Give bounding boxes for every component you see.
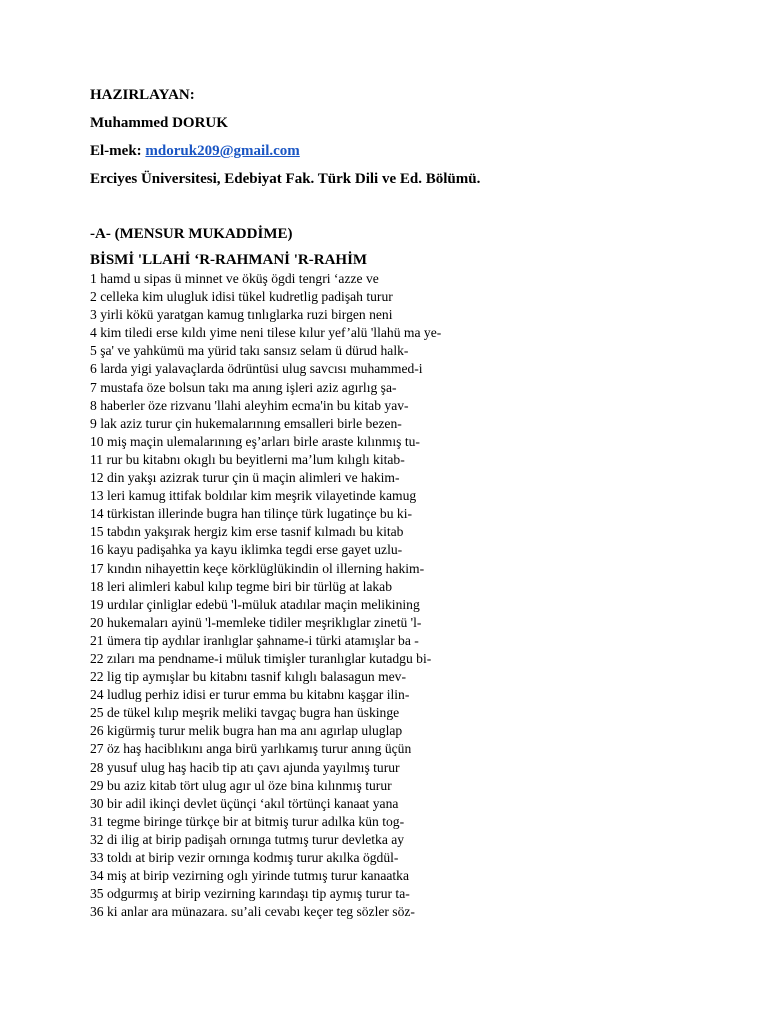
text-line: 32 di ilig at birip padişah ornınga tutmış turur devletka ay	[90, 831, 405, 847]
text-line: 31 tegme biringe türkçe bir at bitmiş turur adılka kün tog-	[90, 813, 405, 829]
text-line: 20 hukemaları ayinü 'l-memleke tidiler meşriklıglar zinetü 'l-	[90, 614, 422, 630]
text-line: 16 kayu padişahka ya kayu iklimka tegdi erse gayet uzlu-	[90, 542, 403, 558]
text-line: 19 urdılar çinliglar edebü 'l-müluk atadılar maçin melikining	[90, 596, 420, 612]
text-line: 11 rur bu kitabnı okıglı bu beyitlerni ma’lum kılıglı kitab-	[90, 451, 405, 467]
section-title: -A- (MENSUR MUKADDİME)	[90, 226, 293, 242]
text-line: 28 yusuf ulug haş hacib tip atı çavı ajunda yayılmış turur	[90, 759, 400, 775]
text-line: 4 kim tiledi erse kıldı yime neni tilese kılur yef’alü 'llahü ma ye-	[90, 325, 442, 341]
text-line: 13 leri kamug ittifak boldılar kim meşrik vilayetinde kamug	[90, 488, 417, 504]
text-lines	[90, 270, 441, 921]
text-line: 8 haberler öze rizvanu 'llahi aleyhim ecma'in bu kitab yav-	[90, 397, 409, 413]
text-line: 34 miş at birip vezirning oglı yirinde tutmış turur kanaatka	[90, 868, 410, 884]
text-line: 21 ümera tip aydılar iranlıglar şahname-i türki atamışlar ba -	[90, 632, 419, 648]
prepared-by-label: HAZIRLAYAN:	[90, 87, 195, 103]
text-line: 1 hamd u sipas ü minnet ve öküş ögdi tengri ‘azze ve	[90, 271, 379, 286]
email-line	[90, 141, 300, 161]
text-line: 22 zıları ma pendname-i müluk timişler turanlıglar kutadgu bi-	[90, 650, 432, 666]
text-line: 17 kındın nihayettin keçe körklüglükindin ol illerning hakim-	[90, 560, 425, 576]
text-line: 9 lak aziz turur çin hukemalarınıng emsalleri birle bezen-	[90, 415, 402, 431]
text-line: 27 öz haş haciblıkını anga birü yarlıkamış turur anıng üçün	[90, 741, 412, 757]
text-line: 33 toldı at birip vezir ornınga kodmış turur akılka ögdül-	[90, 850, 399, 865]
email-label: El-mek:	[90, 143, 142, 159]
text-line: 36 ki anlar ara münazara. su’ali cevabı keçer teg sözler söz-	[90, 904, 415, 920]
author-name: Muhammed DORUK	[90, 115, 228, 131]
text-line: 22 lig tip aymışlar bu kitabnı tasnif kılıglı balasagun mev-	[90, 669, 407, 685]
text-line: 14 türkistan illerinde bugra han tilinçe türk lugatinçe bu ki-	[90, 506, 413, 522]
affiliation: Erciyes Üniversitesi, Edebiyat Fak. Türk Dili ve Ed. Bölümü.	[90, 171, 481, 187]
text-line: 5 şa' ve yahkümü ma yürid takı sansız selam ü dürud halk-	[90, 343, 409, 359]
text-line: 18 leri alimleri kabul kılıp tegme biri bir türlüg at lakab	[90, 578, 393, 594]
text-line: 26 kigürmiş turur melik bugra han ma anı agırlap uluglap	[90, 723, 403, 739]
text-line: 25 de tükel kılıp meşrik meliki tavgaç bugra han üskinge	[90, 705, 400, 721]
text-line: 3 yirli kökü yaratgan kamug tınlıglarka ruzi birgen neni	[90, 307, 393, 323]
text-line: 24 ludlug perhiz idisi er turur emma bu kitabnı kaşgar ilin-	[90, 687, 410, 703]
text-line: 15 tabdın yakşırak hergiz kim erse tasnif kılmadı bu kitab	[90, 524, 404, 540]
text-line: 2 celleka kim ulugluk idisi tükel kudretlig padişah turur	[90, 289, 393, 305]
email-link[interactable]: mdoruk209@gmail.com	[145, 143, 300, 159]
section-subtitle: BİSMİ 'LLAHİ ‘R-RAHMANİ 'R-RAHİM	[90, 252, 368, 268]
text-line: 6 larda yigi yalavaçlarda ödrüntüsi ulug savcısı muhammed-i	[90, 361, 423, 377]
text-line: 12 din yakşı azizrak turur çin ü maçin alimleri ve hakim-	[90, 470, 400, 486]
text-line: 7 mustafa öze bolsun takı ma anıng işleri aziz agırlıg şa-	[90, 379, 397, 395]
text-line: 10 miş maçin ulemalarınıng eş’arları birle araste kılınmış tu-	[90, 433, 420, 449]
text-line: 35 odgurmış at birip vezirning karındaşı tip aymış turur ta-	[90, 886, 410, 902]
text-line: 29 bu aziz kitab tört ulug agır ul öze bina kılınmış turur	[90, 777, 392, 793]
text-line: 30 bir adil ikinçi devlet üçünçi ‘akıl törtünçi kanaat yana	[90, 795, 399, 811]
